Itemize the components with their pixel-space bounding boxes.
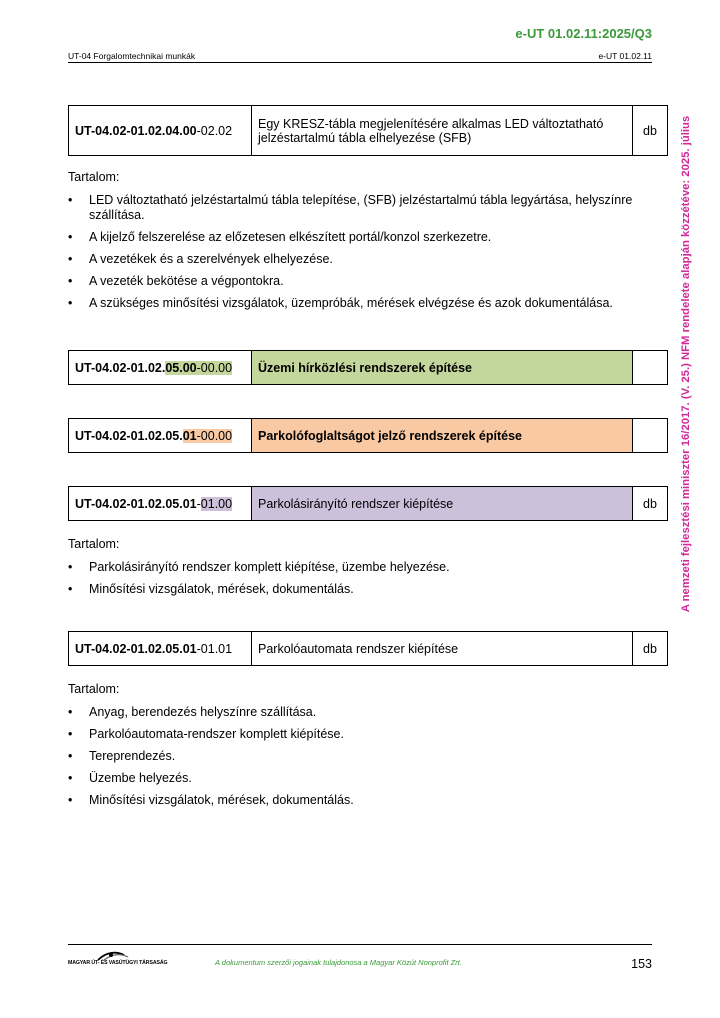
item5-bullet-list [68,705,668,815]
logo-text: MAGYAR ÚT- ÉS VASÚTÜGYI TÁRSASÁG [68,960,168,966]
item-unit-cell: db [633,106,668,156]
item-code-highlight: 01 [182,428,197,443]
item-unit-cell: db [633,487,668,521]
item-title-cell: Üzemi hírközlési rendszerek építése [252,351,633,385]
item-code-suffix: -00.00 [196,360,233,375]
item-code-suffix: -00.00 [196,428,233,443]
list-item: • Tereprendezés. [68,749,668,764]
publication-side-note: A nemzeti fejlesztési miniszter 16/2017. (V. 25.) NFM rendelete alapján közzétéve: 2025. július [680,115,692,613]
item-code-main: UT-04.02-01.02. [75,360,166,375]
item-code-cell [69,106,252,156]
item-code-main: UT-04.02-01.02.04.00 [75,123,197,138]
standard-code-header: e-UT 01.02.11 [598,51,652,61]
item-code-dash: - [196,496,201,511]
item-code-cell [69,351,252,385]
item-code-highlight: 05.00 [165,360,197,375]
list-item: • Minősítési vizsgálatok, mérések, dokumentálás. [68,793,668,808]
list-item: • A vezetékek és a szerelvények elhelyezése. [68,252,668,267]
item-table-5 [68,631,668,666]
list-item: • Üzembe helyezés. [68,771,668,786]
item-code-main: UT-04.02-01.02.05.01 [75,496,197,511]
item-code-cell [69,487,252,521]
document-code: e-UT 01.02.11:2025/Q3 [515,26,652,41]
list-item: • A kijelző felszerelése az előzetesen elkészített portál/konzol szerkezetre. [68,230,668,245]
item-code-cell [69,419,252,453]
list-item: • Parkolóautomata-rendszer komplett kiépítése. [68,727,668,742]
list-item: • Minősítési vizsgálatok, mérések, dokumentálás. [68,582,668,597]
list-item: • Anyag, berendezés helyszínre szállítása. [68,705,668,720]
list-item: • A szükséges minősítési vizsgálatok, üzempróbák, mérések elvégzése és azok dokumentálása. [68,296,668,311]
item-table-1 [68,105,668,156]
item1-bullet-list [68,193,668,318]
item4-bullet-list [68,560,668,604]
list-item: • Parkolásirányító rendszer komplett kiépítése, üzembe helyezése. [68,560,668,575]
page-number: 153 [631,957,652,971]
society-logo [68,949,168,969]
tartalom-label: Tartalom: [68,682,120,696]
item-title-cell: Egy KRESZ-tábla megjelenítésére alkalmas LED változtatható jelzéstartalmú tábla elhelyezése (SFB) [252,106,633,156]
item-code-highlight: 01.00 [200,496,233,511]
item-title-cell: Parkolóautomata rendszer kiépítése [252,632,633,666]
item-code-main: UT-04.02-01.02.05.01 [75,641,197,656]
item-unit-cell: db [633,632,668,666]
copyright-note: A dokumentum szerzői jogainak tulajdonosa a Magyar Közút Nonprofit Zrt. [215,958,462,967]
item-title-cell: Parkolófoglaltságot jelző rendszerek építése [252,419,633,453]
item-unit-cell [633,351,668,385]
tartalom-label: Tartalom: [68,170,120,184]
chapter-header: UT-04 Forgalomtechnikai munkák [68,51,196,61]
list-item: • A vezeték bekötése a végpontokra. [68,274,668,289]
list-item: • LED változtatható jelzéstartalmú tábla telepítése, (SFB) jelzéstartalmú tábla legyártása, helyszínre szállítása. [68,193,668,223]
tartalom-label: Tartalom: [68,537,120,551]
item-table-2 [68,350,668,385]
item-table-3 [68,418,668,453]
item-code-suffix: -01.01 [196,641,233,656]
item-unit-cell [633,419,668,453]
header-divider [68,62,652,63]
item-table-4 [68,486,668,521]
footer-divider [68,944,652,945]
item-code-cell [69,632,252,666]
item-code-main: UT-04.02-01.02.05. [75,428,183,443]
item-title-cell: Parkolásirányító rendszer kiépítése [252,487,633,521]
item-code-suffix: -02.02 [196,123,233,138]
